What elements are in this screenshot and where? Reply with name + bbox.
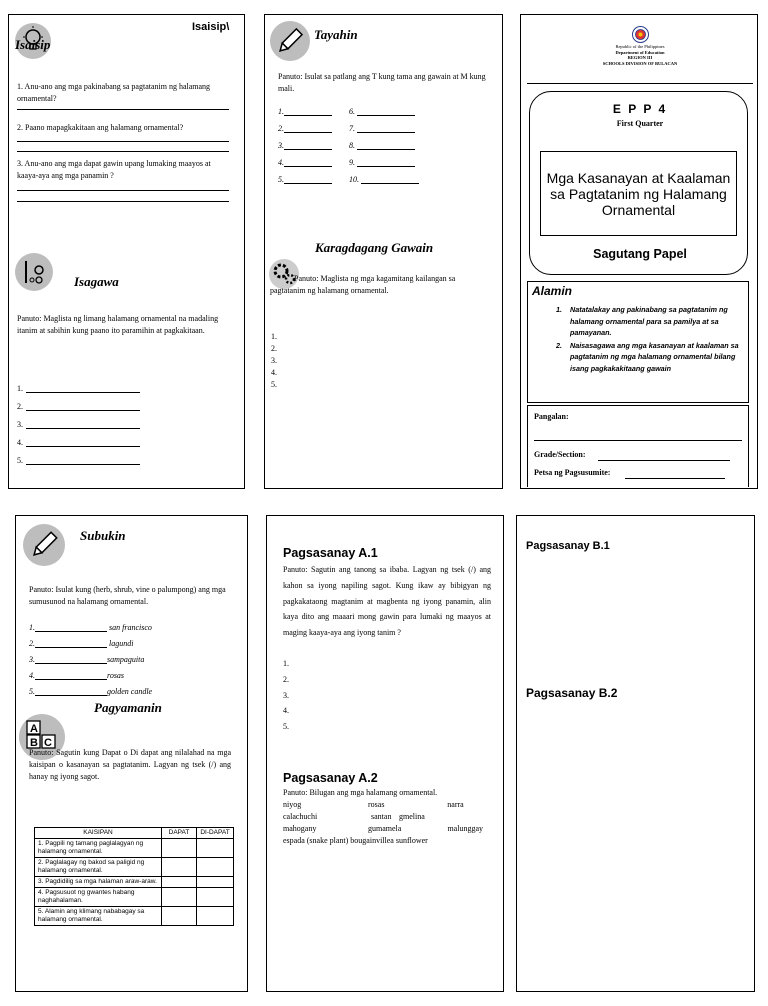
isagawa-answer-list (17, 375, 147, 465)
answer-line[interactable] (17, 109, 229, 110)
answer-line[interactable] (17, 190, 229, 191)
answer-row[interactable] (17, 375, 147, 393)
dapat-cell[interactable] (162, 839, 197, 858)
date-label: Petsa ng Pagsusumite: (534, 468, 611, 477)
answer-row[interactable] (278, 167, 332, 184)
list-item: 3. (271, 356, 277, 365)
a1-instruction: Panuto: Sagutin ang tanong sa ibaba. Lagyan ng tsek (/) ang kahon sa iyong napiling sagot. Kung ikaw ay bibigyan ng pagkakataong magtanim at magbenta ng iyong panamin, alin kaya dito ang maaari mong gawin para lumaki ng maayos at maging kaaya-aya ang iyong tanim ? (283, 565, 491, 638)
answer-number: 2. (278, 124, 284, 133)
panel-isaisip-isagawa (8, 14, 245, 489)
table-header: KAISIPAN (35, 828, 162, 839)
list-item[interactable] (29, 680, 152, 696)
item-text: Natatalakay ang pakinabang sa pagtatanim ng halamang ornamental para sa pamilya at sa pamayanan. (570, 305, 728, 337)
answer-row[interactable] (278, 150, 332, 167)
subukin-instruction: Panuto: Isulat kung (herb, shrub, vine o palumpong) ang mga sumusunod na halamang ornamental. (29, 585, 226, 606)
grade-field[interactable] (598, 460, 730, 461)
answer-row[interactable] (17, 411, 147, 429)
table-cell: 2. Paglalagay ng bakod sa paligid ng halamang ornamental. (35, 858, 162, 877)
answer-line[interactable] (17, 201, 229, 202)
di-dapat-cell[interactable] (197, 907, 234, 926)
pagyamanin-instruction: Panuto: Sagutin kung Dapat o Di dapat ang nilalahad na mga kaisipan o kasanayan sa pagtatanim. Lagyan ng tsek (/) ang hanay ng iyong sagot. (29, 748, 231, 781)
sagutang-papel-title: Sagutang Papel (593, 247, 687, 261)
dapat-cell[interactable] (162, 888, 197, 907)
word[interactable]: malunggay (447, 824, 483, 833)
module-title: Mga Kasanayan at Kaalaman sa Pagtatanim ng Halamang Ornamental (546, 169, 731, 218)
karagdagan-title: Karagdagang Gawain (315, 240, 434, 255)
answer-line[interactable] (361, 174, 419, 184)
answer-line[interactable] (17, 141, 229, 142)
item-number: 1. (556, 305, 562, 314)
student-info-box (527, 405, 749, 487)
answer-line[interactable] (35, 622, 107, 632)
table-row (35, 877, 234, 888)
isaisip-corner-title: Isaisip\ (192, 21, 230, 33)
panel-subukin-pagyamanin (15, 515, 248, 992)
answer-row[interactable] (278, 133, 332, 150)
answer-line[interactable] (284, 174, 332, 184)
answer-number: 6. (349, 107, 355, 116)
answer-number: 4. (17, 438, 23, 447)
isaisip-question-1: 1. Anu-ano ang mga pakinabang sa pagtatanim ng halamang ornamental? (17, 82, 211, 103)
item-number: 3. (29, 655, 35, 664)
answer-line[interactable] (26, 383, 140, 393)
table-header: DAPAT (162, 828, 197, 839)
panel-pagsasanay-b (516, 515, 755, 992)
b2-title: Pagsasanay B.2 (526, 686, 618, 700)
item-number: 4. (29, 671, 35, 680)
answer-number: 3. (17, 420, 23, 429)
isaisip-title: Isaisip (15, 37, 51, 52)
answer-row[interactable] (278, 99, 332, 116)
list-item[interactable] (29, 648, 152, 664)
plant-name: rosas (107, 671, 125, 680)
list-item: 5. (271, 380, 277, 389)
item-number: 1. (29, 623, 35, 632)
answer-row[interactable] (349, 99, 419, 116)
di-dapat-cell[interactable] (197, 858, 234, 877)
svg-text:A: A (30, 723, 38, 735)
item-text: Naisasagawa ang mga kasanayan at kaalaman sa pagtatanim ng mga halamang ornamental bilang isang pagkakakitaang gawain (570, 340, 739, 373)
table-cell: 5. Alamin ang klimang nababagay sa halamang ornamental. (35, 907, 162, 926)
answer-line[interactable] (357, 140, 415, 150)
plant-name: lagundi (109, 639, 134, 648)
item-number: 2. (29, 639, 35, 648)
pagyamanin-table (34, 827, 234, 926)
list-item: 2. (283, 674, 289, 684)
answer-line[interactable] (35, 686, 107, 696)
quarter-label: First Quarter (616, 119, 664, 128)
date-field[interactable] (625, 478, 725, 479)
word[interactable]: niyog (283, 800, 302, 809)
answer-row[interactable] (349, 150, 419, 167)
answer-number: 8. (349, 141, 355, 150)
answer-line[interactable] (357, 157, 415, 167)
answer-row[interactable] (349, 133, 419, 150)
subject-title: E P P 4 (612, 102, 668, 116)
answer-line[interactable] (284, 106, 332, 116)
item-number: 5. (29, 687, 35, 696)
karagdagan-instruction-lead: Panuto: (294, 274, 321, 283)
answer-row[interactable] (17, 447, 147, 465)
list-item (556, 304, 741, 339)
pagyamanin-title: Pagyamanin (94, 700, 162, 715)
table-header: DI-DAPAT (197, 828, 234, 839)
answer-number: 10. (349, 175, 359, 184)
plant-name: sampaguita (107, 655, 145, 664)
svg-text:B: B (30, 737, 38, 749)
answer-number: 1. (17, 384, 23, 393)
header-line: Republic of the Philippines (615, 44, 665, 49)
alamin-list (556, 304, 741, 374)
table-header-row (35, 828, 234, 839)
answer-number: 9. (349, 158, 355, 167)
answer-line[interactable] (35, 670, 107, 680)
alamin-title: Alamin (532, 284, 573, 298)
grade-label: Grade/Section: (534, 450, 586, 459)
answer-line[interactable] (26, 419, 140, 429)
deped-seal (632, 26, 649, 43)
isaisip-question-2: 2. Paano mapagkakitaan ang halamang ornamental? (17, 123, 184, 132)
word[interactable]: mahogany (283, 824, 317, 833)
word-row (283, 811, 483, 823)
table-row (35, 888, 234, 907)
answer-line[interactable] (357, 123, 415, 133)
dapat-cell[interactable] (162, 858, 197, 877)
word[interactable]: santan (371, 812, 392, 821)
answer-line[interactable] (26, 437, 140, 447)
b1-title: Pagsasanay B.1 (526, 540, 610, 552)
answer-line[interactable] (35, 654, 107, 664)
answer-line[interactable] (357, 106, 415, 116)
word-row[interactable]: espada (snake plant) bougainvillea sunflower (283, 836, 428, 845)
tools-icon (15, 253, 53, 291)
list-item: 5. (283, 722, 289, 732)
header-line: SCHOOLS DIVISION OF BULACAN (602, 60, 678, 66)
word-row (283, 823, 483, 835)
answer-line[interactable] (284, 157, 332, 167)
answer-row[interactable] (17, 429, 147, 447)
list-item[interactable] (29, 632, 152, 648)
pencil-icon (270, 21, 310, 61)
word[interactable]: gumamela (368, 824, 402, 833)
svg-text:C: C (44, 737, 52, 749)
dapat-cell[interactable] (162, 907, 197, 926)
list-item: 4. (271, 368, 277, 377)
alamin-box (527, 281, 749, 403)
word[interactable]: narra (447, 800, 464, 809)
list-item: 1. (283, 659, 289, 668)
name-label: Pangalan: (534, 412, 569, 421)
table-row (35, 907, 234, 926)
answer-line[interactable] (26, 401, 140, 411)
list-item: 2. (271, 344, 277, 353)
panel-cover (520, 14, 758, 489)
word[interactable]: calachuchi (283, 812, 318, 821)
header-line: REGION III (627, 55, 653, 60)
tayahin-right-column (349, 99, 419, 184)
list-item[interactable] (29, 616, 152, 632)
answer-line[interactable] (284, 140, 332, 150)
table-row (35, 858, 234, 877)
answer-row[interactable] (278, 116, 332, 133)
plant-name: san francisco (109, 623, 152, 632)
answer-row[interactable] (349, 167, 419, 184)
di-dapat-cell[interactable] (197, 888, 234, 907)
list-item[interactable] (29, 664, 152, 680)
a2-word-grid (283, 799, 483, 847)
answer-number: 2. (17, 402, 23, 411)
karagdagan-instruction (270, 273, 490, 297)
answer-line[interactable] (35, 638, 107, 648)
isaisip-question-3: 3. Anu-ano ang mga dapat gawin upang lumaking maayos at kaaya-aya ang mga panamin ? (17, 159, 211, 180)
answer-number: 7. (349, 124, 355, 133)
tayahin-title: Tayahin (314, 27, 358, 42)
tayahin-instruction: Panuto: Isulat sa patlang ang T kung tama ang gawain at M kung mali. (278, 72, 486, 93)
table-row (35, 839, 234, 858)
isagawa-instruction: Panuto: Maglista ng limang halamang ornamental na madaling itanim at sabihin kung paano ito paramihin at pagkakitaan. (17, 314, 219, 335)
panel-tayahin-karagdagan (264, 14, 503, 489)
answer-number: 1. (278, 107, 284, 116)
di-dapat-cell[interactable] (197, 839, 234, 858)
answer-line[interactable] (284, 123, 332, 133)
a1-title: Pagsasanay A.1 (283, 546, 378, 560)
word[interactable]: gmelina (399, 812, 425, 821)
answer-row[interactable] (17, 393, 147, 411)
name-field[interactable] (534, 440, 742, 441)
subukin-list (29, 616, 152, 696)
karagdagan-instruction-text: Maglista ng mga kagamitang kailangan sa pagtatanim ng halamang ornamental. (270, 274, 456, 295)
answer-number: 5. (278, 175, 284, 184)
isagawa-title: Isagawa (74, 274, 119, 289)
plant-name: golden candle (107, 687, 153, 696)
subukin-title: Subukin (80, 528, 126, 543)
word[interactable]: rosas (368, 800, 385, 809)
item-number: 2. (556, 340, 562, 350)
answer-line[interactable] (17, 151, 229, 152)
module-title-box (540, 151, 737, 236)
pencil-icon (23, 524, 65, 566)
header-divider (527, 83, 753, 84)
list-item: 1. (271, 332, 277, 341)
answer-number: 5. (17, 456, 23, 465)
answer-number: 4. (278, 158, 284, 167)
word-row (283, 799, 483, 811)
list-item: 4. (283, 706, 289, 716)
answer-row[interactable] (349, 116, 419, 133)
a2-instruction: Panuto: Bilugan ang mga halamang ornamental. (283, 788, 438, 797)
answer-number: 3. (278, 141, 284, 150)
table-cell: 1. Pagpili ng tamang paglalagyan ng halamang ornamental. (35, 839, 162, 858)
a2-title: Pagsasanay A.2 (283, 771, 378, 785)
a1-numbers (283, 656, 289, 735)
karagdagan-numbers (271, 331, 277, 391)
answer-line[interactable] (26, 455, 140, 465)
tayahin-left-column (278, 99, 332, 184)
list-item (556, 340, 741, 375)
di-dapat-cell[interactable] (197, 877, 234, 888)
cover-header (521, 44, 758, 66)
table-cell: 4. Pagsusuot ng gwantes habang naghahalaman. (35, 888, 162, 907)
list-item: 3. (283, 690, 289, 700)
dapat-cell[interactable] (162, 877, 197, 888)
header-line: Department of Education (615, 49, 665, 55)
panel-pagsasanay-a (266, 515, 504, 992)
table-cell: 3. Pagdidilig sa mga halaman araw-araw. (35, 877, 162, 888)
